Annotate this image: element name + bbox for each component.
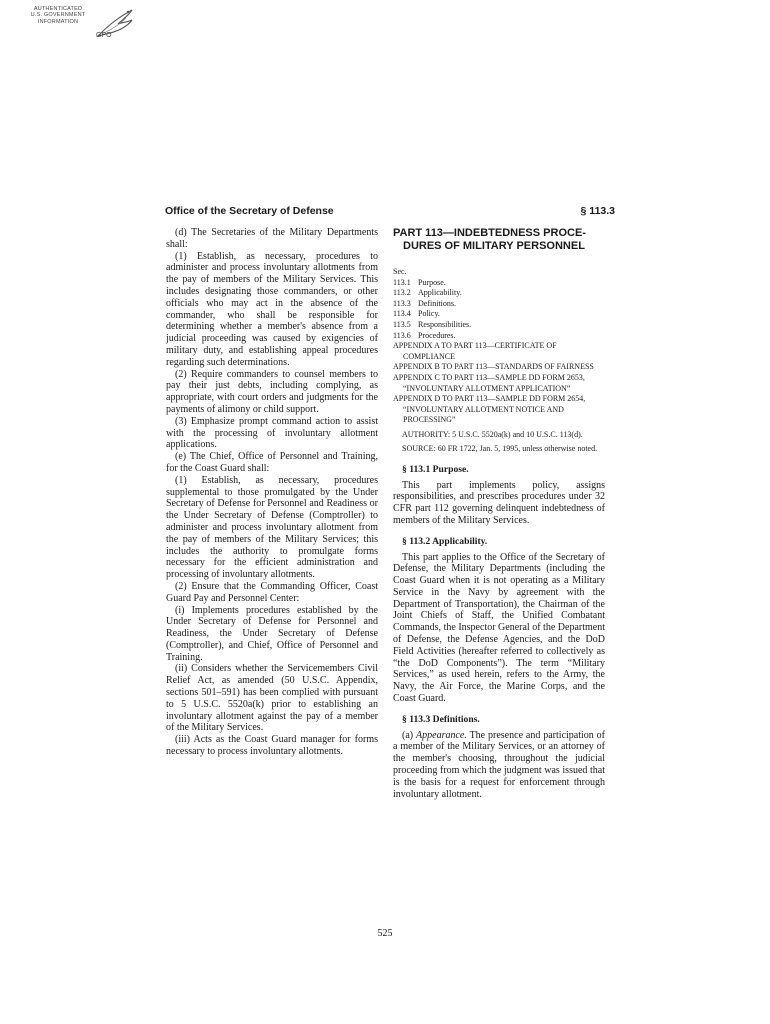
paragraph: (iii) Acts as the Coast Guard manager for forms necessary to process involuntary allotments. bbox=[166, 734, 378, 758]
toc-appendix: APPENDIX C TO PART 113—SAMPLE DD FORM 2653, “INVOLUNTARY ALLOTMENT APPLICATION” bbox=[393, 372, 585, 393]
toc-title: Definitions. bbox=[418, 298, 456, 308]
section-heading-113-3: § 113.3 Definitions. bbox=[402, 713, 480, 725]
toc-number: 113.3 bbox=[393, 298, 411, 308]
paragraph: (ii) Considers whether the Servicemembers Civil Relief Act, as amended (50 U.S.C. Appendix, sections 501–591) has been complied with pursuant to 5 U.S.C. 5520a(k) prior to establishing an involuntary allotment against the pay of a member of the Military Services. bbox=[166, 663, 378, 734]
gpo-authentication-seal bbox=[28, 6, 140, 46]
left-column bbox=[166, 227, 378, 758]
paragraph: (2) Ensure that the Commanding Officer, Coast Guard Pay and Personnel Center: bbox=[166, 580, 378, 604]
authority-note: AUTHORITY: 5 U.S.C. 5520a(k) and 10 U.S.C. 113(d). bbox=[402, 429, 583, 439]
running-head-section: § 113.3 bbox=[580, 205, 615, 217]
toc-number: 113.4 bbox=[393, 309, 411, 319]
right-column bbox=[393, 227, 605, 800]
toc-title: Responsibilities. bbox=[418, 319, 472, 329]
toc-row bbox=[393, 299, 605, 310]
definition-label: (a) bbox=[402, 729, 414, 741]
toc-row bbox=[393, 331, 605, 342]
section-heading-113-1: § 113.1 Purpose. bbox=[402, 463, 469, 475]
section-heading-113-2: § 113.2 Applicability. bbox=[402, 535, 488, 547]
toc-appendix: APPENDIX B TO PART 113—STANDARDS OF FAIRNESS bbox=[393, 362, 594, 372]
paragraph: (e) The Chief, Office of Personnel and Training, for the Coast Guard shall: bbox=[166, 451, 378, 474]
definition-appearance bbox=[393, 730, 605, 801]
part-title-line-1: PART 113—INDEBTEDNESS PROCE- bbox=[393, 227, 586, 239]
paragraph: (2) Require commanders to counsel members to pay their just debts, including complying, as appropriate, with court orders and judgments for the payments of alimony or child support. bbox=[166, 368, 378, 415]
table-of-contents bbox=[393, 267, 605, 426]
seal-line-2: U.S. GOVERNMENT bbox=[30, 12, 86, 19]
seal-line-3: INFORMATION bbox=[37, 18, 79, 25]
toc-row bbox=[393, 309, 605, 320]
seal-text bbox=[28, 6, 88, 25]
definition-text: The presence and participation of a member of the Military Services, or an attorney of the member's choosing, throughout the judicial proceeding from which the judgment was issued that is the basis for a request for enforcement through involuntary allotment. bbox=[393, 729, 606, 800]
paragraph: (i) Implements procedures established by the Under Secretary of Defense for Personnel and Readiness, the Under Secretary of Defense (Comptroller), and Chief, Office of Personnel and Training. bbox=[166, 604, 378, 663]
gpo-label: GPO bbox=[96, 32, 112, 39]
part-title-line-2: DURES OF MILITARY PERSONNEL bbox=[403, 240, 585, 252]
seal-line-1: AUTHENTICATED bbox=[33, 6, 83, 12]
definition-term: Appearance. bbox=[416, 729, 467, 741]
paragraph: (1) Establish, as necessary, procedures to administer and process involuntary allotments from the pay of members of the Military Services. This includes designating those commanders, or other officials who may act in the absence of the commander, who shall be responsible for determining whether a member's absence from a judicial proceeding was caused by exigencies of military duty, and establishing appeal procedures regarding such determinations. bbox=[166, 250, 378, 368]
toc-row bbox=[393, 288, 605, 299]
toc-title: Policy. bbox=[418, 309, 440, 319]
running-head-agency: Office of the Secretary of Defense bbox=[165, 205, 334, 217]
toc-appendix: APPENDIX D TO PART 113—SAMPLE DD FORM 2654, “INVOLUNTARY ALLOTMENT NOTICE AND PROCESSING” bbox=[393, 394, 586, 425]
page-number: 525 bbox=[377, 928, 393, 939]
paragraph: (3) Emphasize prompt command action to assist with the processing of involuntary allotment applications. bbox=[166, 415, 378, 451]
toc-number: 113.2 bbox=[393, 288, 411, 298]
paragraph: (1) Establish, as necessary, procedures supplemental to those promulgated by the Under Secretary of Defense for Personnel and Readiness or the Under Secretary of Defense (Comptroller) to administer and process involuntary allotment from the pay of members of the Military Services; this includes the authority to promulgate forms necessary for the efficient administration and processing of involuntary allotments. bbox=[166, 474, 378, 581]
toc-title: Purpose. bbox=[418, 277, 446, 287]
part-title bbox=[393, 227, 605, 253]
paragraph: (d) The Secretaries of the Military Departments shall: bbox=[166, 227, 378, 250]
toc-number: 113.6 bbox=[393, 330, 411, 340]
toc-number: 113.1 bbox=[393, 277, 411, 287]
toc-row bbox=[393, 278, 605, 289]
source-note: SOURCE: 60 FR 1722, Jan. 5, 1995, unless otherwise noted. bbox=[402, 444, 598, 454]
section-body-113-2: This part applies to the Office of the Secretary of Defense, the Military Departments (including the Coast Guard when it is not operating as a Military Service in the Navy by agreement with the Department of Transportation), the Chairman of the Joint Chiefs of Staff, the Unified Combatant Commands, the Inspector General of the Department of Defense, the Defense Agencies, and the DoD Field Activities (hereafter referred to collectively as “the DoD Components”). The term “Military Services,” as used herein, refers to the Army, the Navy, the Air Force, the Marine Corps, and the Coast Guard. bbox=[393, 551, 605, 705]
toc-appendix: APPENDIX A TO PART 113—CERTIFICATE OF COMPLIANCE bbox=[393, 341, 557, 361]
toc-number: 113.5 bbox=[393, 319, 411, 329]
toc-title: Applicability. bbox=[418, 288, 462, 298]
toc-sec-label: Sec. bbox=[393, 267, 407, 276]
toc-row bbox=[393, 320, 605, 331]
toc-title: Procedures. bbox=[418, 330, 456, 340]
section-body-113-1: This part implements policy, assigns responsibilities, and prescribes procedures under 32 CFR part 112 governing delinquent indebtedness of members of the Military Services. bbox=[393, 479, 605, 526]
